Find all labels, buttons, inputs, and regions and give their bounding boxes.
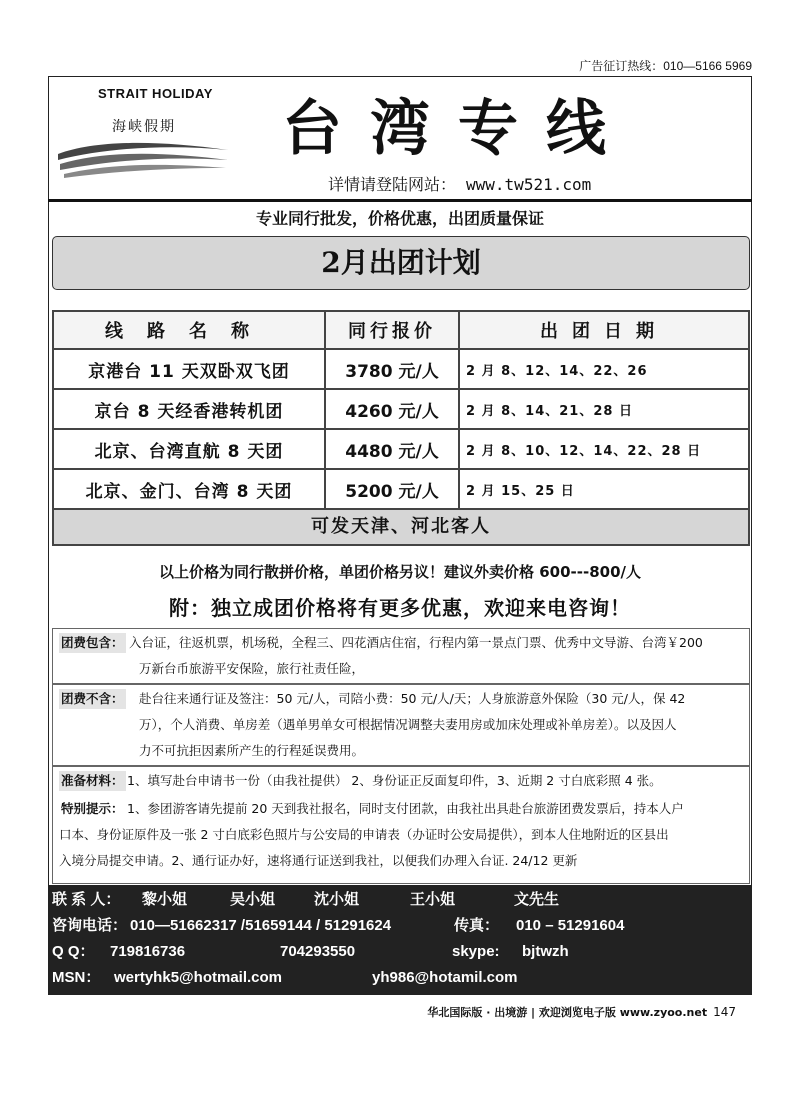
page-title: 台湾专线 [282,94,634,164]
msn-email[interactable]: wertyhk5@hotmail.com [114,969,283,986]
route-price: 4480 元/人 [325,429,459,469]
contact-qq-line [52,939,748,965]
route-dates: 2 月 15、25 日 [459,469,749,509]
brand-swoosh-logo [56,138,236,180]
excludes-text-line1: 赴台往来通行证及签注：50 元/人，司陪小费：50 元/人/天；人身旅游意外保险（30 元/人，保 42 [139,691,686,706]
footer-text: 华北国际版 · 出境游 | 欢迎浏览电子版 www.zyoo.net [427,1006,708,1019]
fee-includes-section [52,628,750,684]
fee-excludes-section [52,684,750,766]
col-dates: 出团日期 [459,311,749,349]
fax-number: 010 – 51291604 [516,917,625,934]
qq-number: 719816736 [110,943,186,960]
plan-title: 2月出团计划 [52,236,750,290]
contact-person: 吴小姐 [230,891,276,908]
contact-person: 黎小姐 [142,891,188,908]
table-row [53,469,749,509]
table-header-row [53,311,749,349]
skype-label: skype: [452,943,500,960]
table-row [53,389,749,429]
contact-people-line [52,887,748,913]
contact-panel [48,885,752,995]
header-divider [48,199,752,202]
col-price: 同行报价 [325,311,459,349]
people-label: 联 系 人： [52,891,121,908]
requirements-section [52,766,750,884]
excludes-label: 团费不含： [59,689,126,709]
skype-id: bjtwzh [522,943,569,960]
contact-phone-line [52,913,748,939]
qq-number: 704293550 [280,943,356,960]
table-row [53,349,749,389]
website-label: 详情请登陆网站： [328,175,457,194]
col-route-name: 线路名称 [53,311,325,349]
route-name: 京港台 11 天双卧双飞团 [53,349,325,389]
page-number: 147 [713,1005,736,1019]
table-row [53,429,749,469]
msn-label: MSN： [52,969,101,986]
tips-text-line2: 口本、身份证原件及一张 2 寸白底彩色照片与公安局的申请表（办证时公安局提供），到本人住地附近的区县出 [59,827,669,842]
contact-person: 沈小姐 [314,891,360,908]
msn-email[interactable]: yh986@hotamil.com [372,969,518,986]
contact-person: 文先生 [514,891,560,908]
contact-msn-line [52,965,748,991]
route-price: 4260 元/人 [325,389,459,429]
route-price: 5200 元/人 [325,469,459,509]
ad-hotline: 广告征订热线：010—5166 5969 [579,59,752,73]
includes-text-line2: 万新台币旅游平安保险，旅行社责任险， [139,661,365,676]
route-dates: 2 月 8、10、12、14、22、28 日 [459,429,749,469]
website-line [328,172,591,195]
materials-text: 1、填写赴台申请书一份（由我社提供） 2、身份证正反面复印件，3、近期 2 寸白底彩照 4 张。 [127,773,662,788]
includes-text-line1: 入台证，往返机票，机场税，全程三、四花酒店住宿，行程内第一景点门票、优秀中文导游、台湾￥200 [129,635,703,650]
tips-text-line1: 1、参团游客请先提前 20 天到我社报名，同时支付团款，由我社出具赴台旅游团费发票后，持本人户 [127,801,684,816]
includes-label: 团费包含： [59,633,126,653]
route-price: 3780 元/人 [325,349,459,389]
phone-label: 咨询电话： [52,917,128,934]
page-footer [427,1004,736,1020]
brand-chinese: 海峡假期 [112,119,176,135]
phone-numbers[interactable]: 010—51662317 /51659144 / 51291624 [130,917,392,934]
route-table [52,310,750,510]
contact-person: 王小姐 [410,891,456,908]
route-dates: 2 月 8、14、21、28 日 [459,389,749,429]
route-name: 京台 8 天经香港转机团 [53,389,325,429]
excludes-text-line3: 力不可抗拒因素所产生的行程延误费用。 [139,743,365,758]
qq-label: Q Q： [52,943,95,960]
group-discount-note: 附：独立成团价格将有更多优惠，欢迎来电咨询！ [169,596,631,620]
brand-english: STRAIT HOLIDAY [98,86,213,101]
price-note: 以上价格为同行散拼价格，单团价格另议！建议外卖价格 600---800/人 [158,563,641,581]
tips-label: 特别提示： [61,801,124,816]
fax-label: 传真： [454,917,500,934]
excludes-text-line2: 万），个人消费、单房差（遇单男单女可根据情况调整夫妻用房或加床处理或补单房差）。以及因人 [139,717,677,732]
table-footer-note: 可发天津、河北客人 [52,508,750,546]
route-name: 北京、金门、台湾 8 天团 [53,469,325,509]
route-dates: 2 月 8、12、14、22、26 [459,349,749,389]
website-link[interactable]: www.tw521.com [466,175,592,194]
materials-label: 准备材料： [59,771,126,791]
tips-text-line3: 入境分局提交申请。2、通行证办好，速将通行证送到我社，以便我们办理入台证. 24/12 更新 [59,853,578,868]
slogan: 专业同行批发，价格优惠，出团质量保证 [255,209,544,228]
route-name: 北京、台湾直航 8 天团 [53,429,325,469]
